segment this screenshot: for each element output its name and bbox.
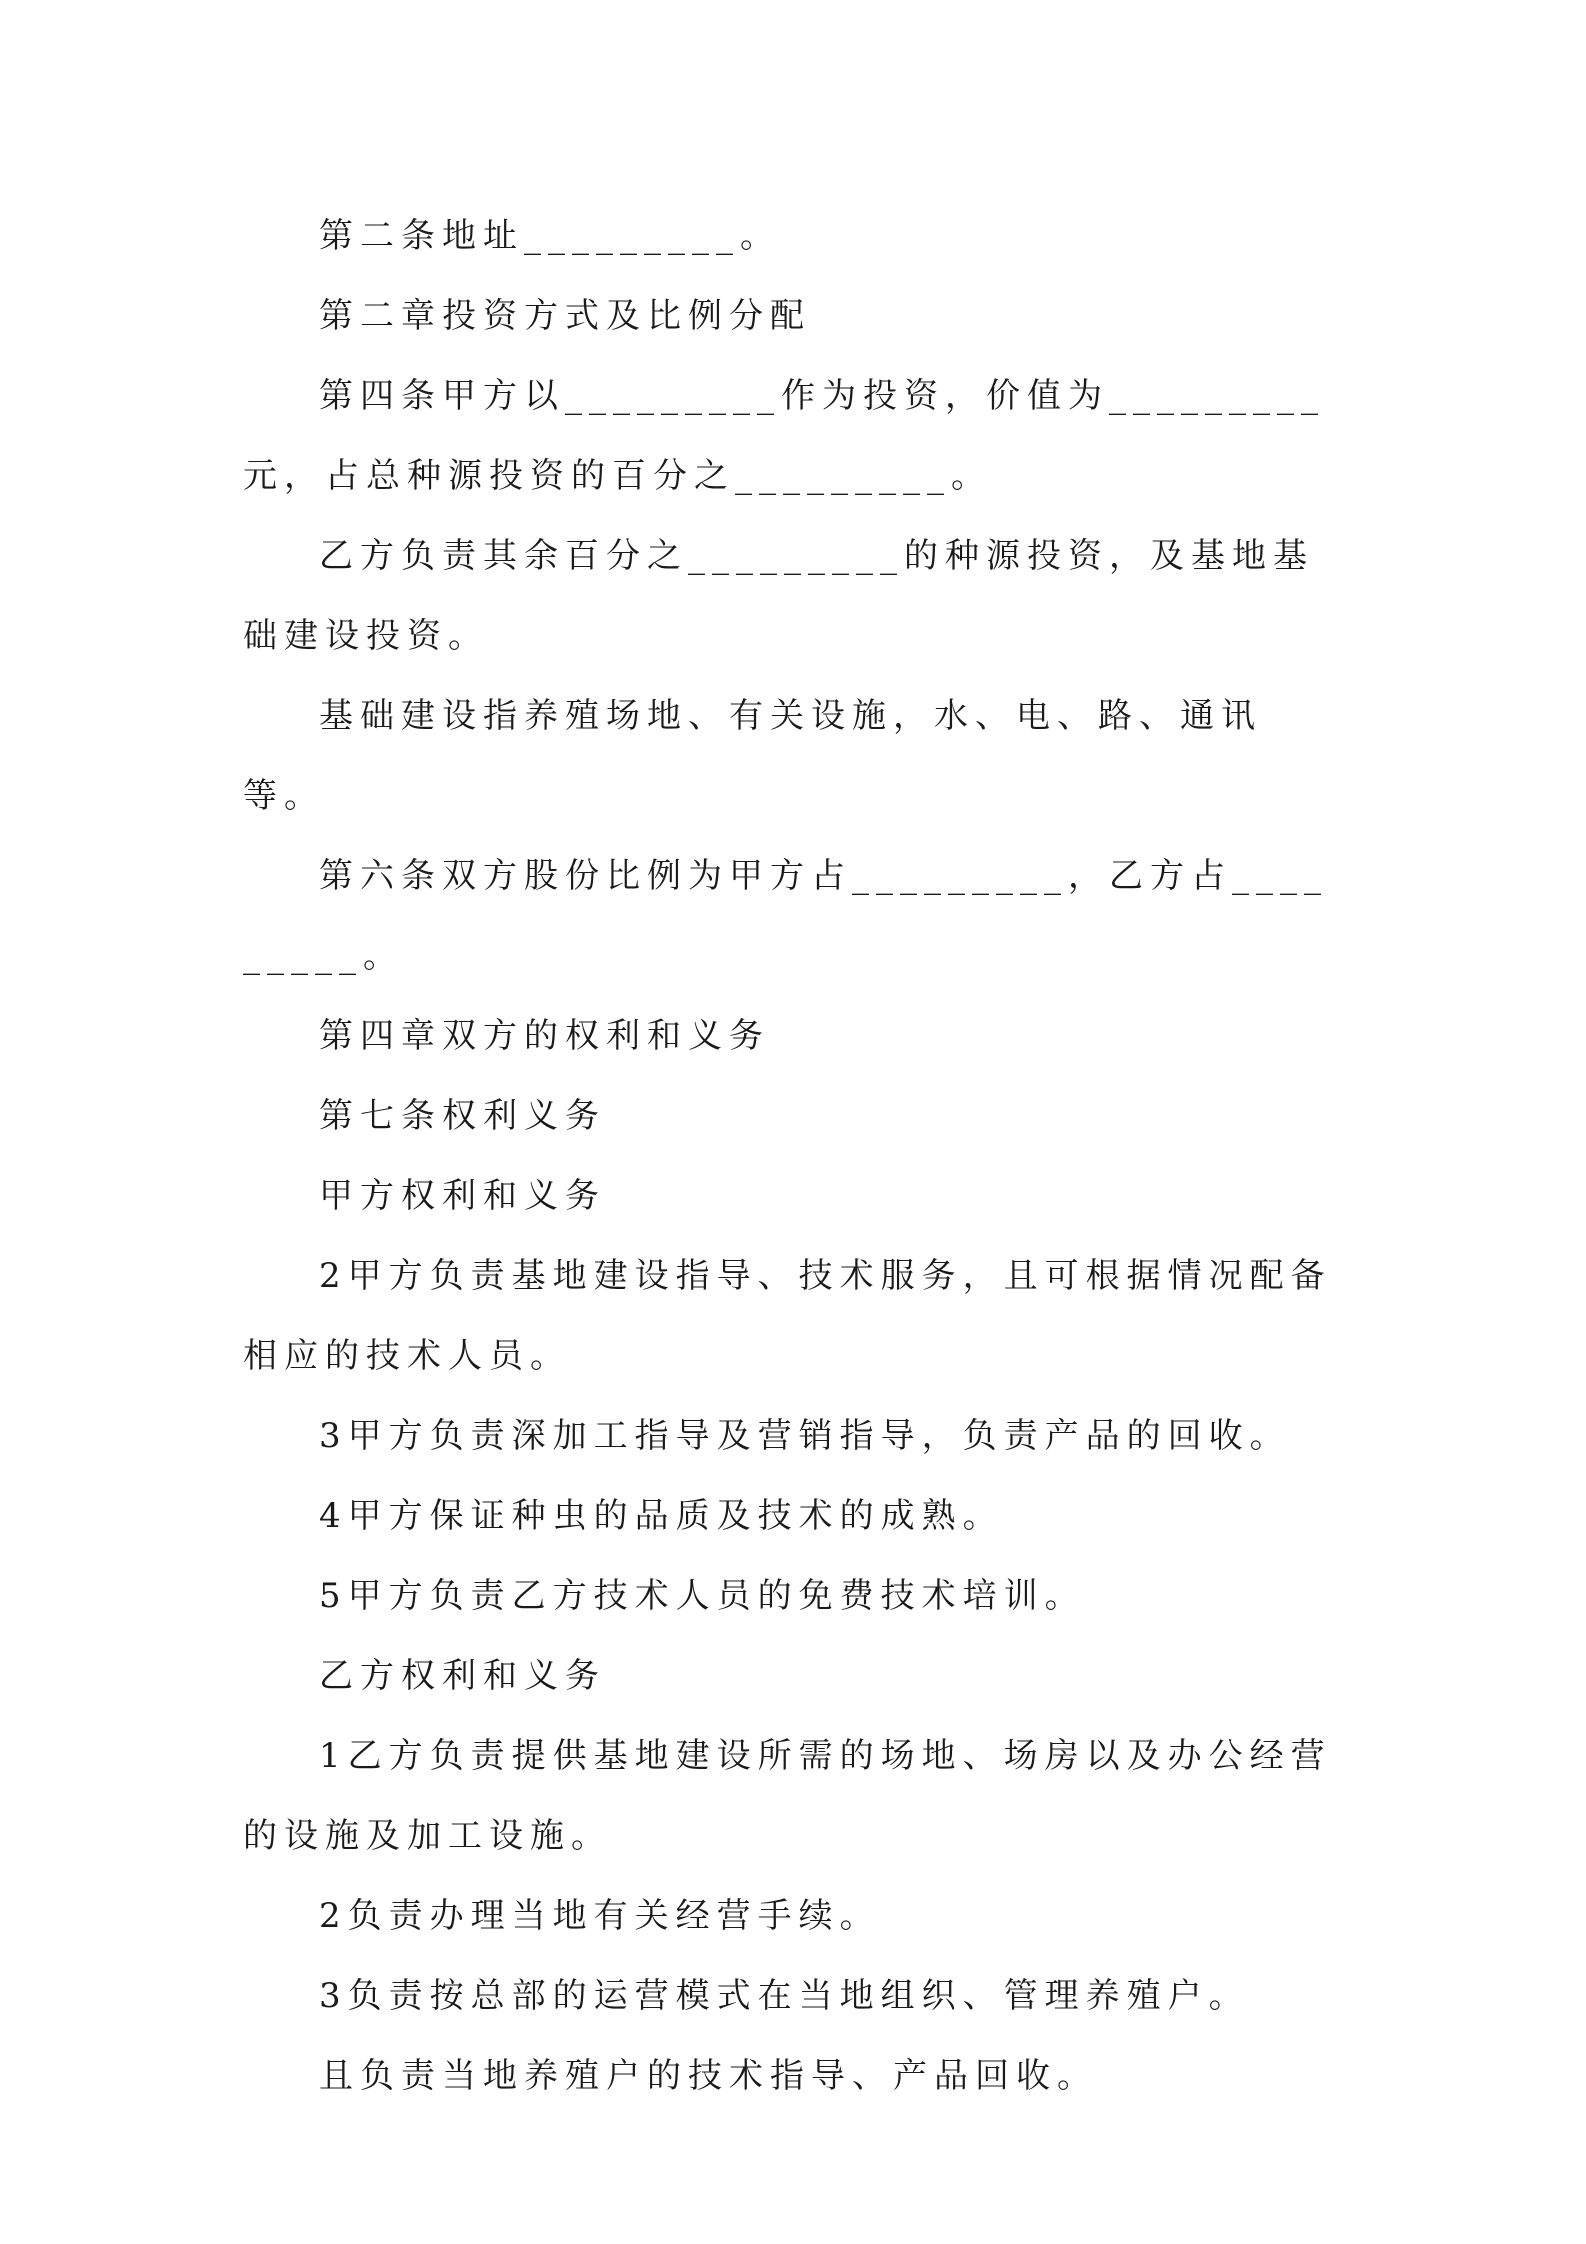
party-b-item-1: 1乙方负责提供基地建设所需的场地、场房以及办公经营的设施及加工设施。 — [243, 1736, 1332, 1856]
chapter-4-heading: 第四章双方的权利和义务 — [319, 1016, 770, 1056]
party-a-item-3: 3甲方负责深加工指导及营销指导，负责产品的回收。 — [319, 1416, 1291, 1456]
article-7-heading: 第七条权利义务 — [319, 1096, 606, 1136]
party-a-rights-heading: 甲方权利和义务 — [319, 1176, 606, 1216]
party-a-item-2: 2甲方负责基地建设指导、技术服务，且可根据情况配备相应的技术人员。 — [243, 1256, 1332, 1376]
party-b-item-3: 3负责按总部的运营模式在当地组织、管理养殖户。 — [319, 1976, 1250, 2016]
party-b-item-3-continued: 且负责当地养殖户的技术指导、产品回收。 — [319, 2056, 1098, 2096]
article-2-address: 第二条地址_________。 — [319, 216, 781, 256]
chapter-2-heading: 第二章投资方式及比例分配 — [319, 296, 811, 336]
document-body — [243, 196, 1343, 2116]
party-b-item-2: 2负责办理当地有关经营手续。 — [319, 1896, 881, 1936]
article-4-investment: 第四条甲方以_________作为投资，价值为_________元，占总种源投资的百分之_________。 — [243, 376, 1325, 496]
party-b-investment: 乙方负责其余百分之_________的种源投资，及基地基础建设投资。 — [243, 536, 1314, 656]
article-6-share-ratio: 第六条双方股份比例为甲方占_________，乙方占_________。 — [243, 856, 1328, 976]
party-b-rights-heading: 乙方权利和义务 — [319, 1656, 606, 1696]
party-a-item-5: 5甲方负责乙方技术人员的免费技术培训。 — [319, 1576, 1086, 1616]
infrastructure-definition: 基础建设指养殖场地、有关设施，水、电、路、通讯等。 — [243, 696, 1262, 816]
party-a-item-4: 4甲方保证种虫的品质及技术的成熟。 — [319, 1496, 1004, 1536]
